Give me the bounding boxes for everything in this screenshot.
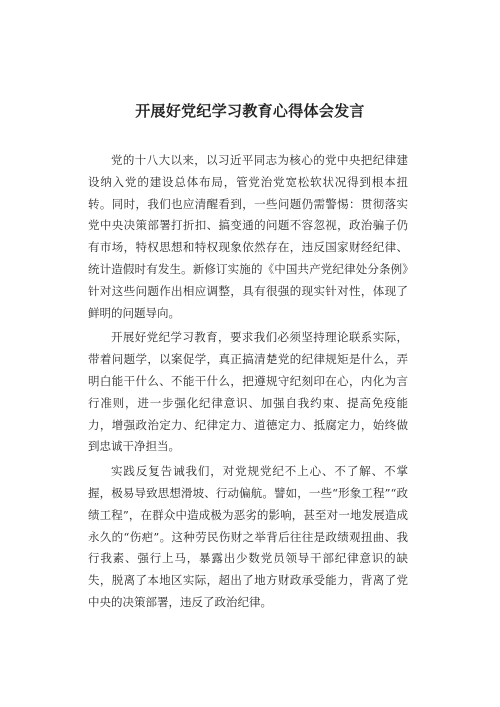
document-body <box>88 150 408 617</box>
paragraph-2: 开展好党纪学习教育，要求我们必须坚持理论联系实际，带着问题学，以案促学，真正搞清楚党的纪律规矩是什么，弄明白能干什么、不能干什么，把遵规守纪刻印在心，内化为言行准则，进一步强化纪律意识、加强自我约束、提高免疫能力，增强政治定力、纪律定力、道德定力、抵腐定力，始终做到忠诚干净担当。 <box>88 330 408 454</box>
document-title: 开展好党纪学习教育心得体会发言 <box>135 102 365 120</box>
paragraph-1: 党的十八大以来，以习近平同志为核心的党中央把纪律建设纳入党的建设总体布局，管党治党宽松软状况得到根本扭转。同时，我们也应清醒看到，一些问题仍需警惕：贯彻落实党中央决策部署打折扣、搞变通的问题不容忽视，政治骗子仍有市场，特权思想和特权现象依然存在，违反国家财经纪律、统计造假时有发生。新修订实施的《中国共产党纪律处分条例》针对这些问题作出相应调整，具有很强的现实针对性，体现了鲜明的问题导向。 <box>88 153 408 320</box>
paragraph-3: 实践反复告诫我们，对党规党纪不上心、不了解、不掌握，极易导致思想滑坡、行动偏航。譬如，一些“形象工程”“政绩工程”，在群众中造成极为恶劣的影响，甚至对一地发展造成永久的“伤疤”。这种劳民伤财之举背后往往是政绩观扭曲、我行我素、强行上马，暴露出少数党员领导干部纪律意识的缺失，脱离了本地区实际，超出了地方财政承受能力，背离了党中央的决策部署，违反了政治纪律。 <box>88 464 408 609</box>
